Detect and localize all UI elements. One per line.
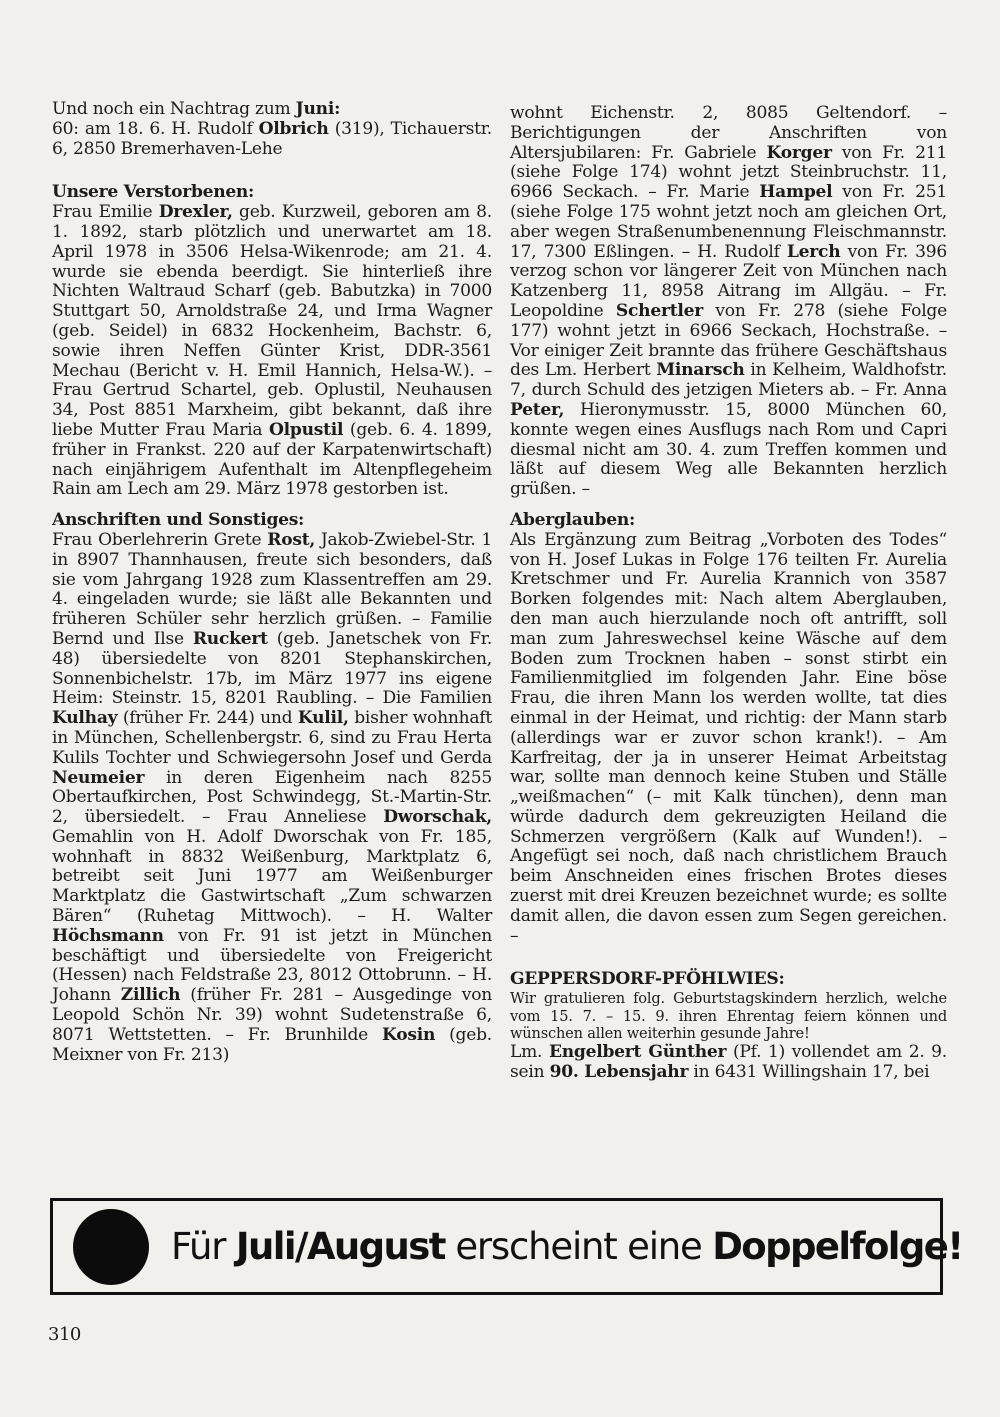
- geppersdorf-paragraph: Lm. Engelbert Günther (Pf. 1) vollendet am 2. 9. sein 90. Lebensjahr in 6431 Willingshain 17, bei: [510, 1042, 947, 1082]
- bold-month: Juni:: [295, 99, 341, 119]
- section-heading-anschriften: Anschriften und Sonstiges:: [52, 510, 305, 531]
- banner-text: Für Juli/August erscheint eine Doppelfolge!: [171, 1225, 963, 1268]
- geppersdorf-intro: Wir gratulieren folg. Geburtstagskindern herzlich, welche vom 15. 7. – 15. 9. ihren Ehrentag feiern können und wünschen allen weiterhin gesunde Jahre!: [510, 990, 947, 1043]
- bold-name: Olbrich: [258, 118, 329, 139]
- verstorbene-paragraph: Frau Emilie Drexler, geb. Kurzweil, geboren am 8. 1. 1892, starb plötzlich und unerwartet am 18. April 1978 in 3506 Helsa-Wikenrode; am 21. 4. wurde sie ebenda beerdigt. Sie hinterließ ihre Nichten Waltraud Scharf (geb. Babutzka) in 7000 Stuttgart 50, Arnoldstraße 24, und Irma Wagner (geb. Seidel) in 6832 Hockenheim, Bachstr. 6, sowie ihren Neffen Günter Krist, DDR-3561 Mechau (Bericht v. H. Emil Hannich, Helsa-W.). – Frau Gertrud Schartel, geb. Oplustil, Neuhausen 34, Post 8851 Marxheim, gibt bekannt, daß ihre liebe Mutter Frau Maria Olpustil (geb. 6. 4. 1899, früher in Frankst. 220 auf der Karpatenwirtschaft) nach einjährigem Aufenthalt im Altenpflegeheim Rain am Lech am 29. März 1978 gestorben ist.: [52, 202, 492, 500]
- section-heading-verstorbene: Unsere Verstorbenen:: [52, 182, 255, 203]
- left-column: [52, 100, 492, 1065]
- aberglauben-paragraph: Als Ergänzung zum Beitrag „Vorboten des Todes“ von H. Josef Lukas in Folge 176 teilten Fr. Aurelia Kretschmer und Fr. Aurelia Krannich von 3587 Borken folgendes mit: Nach altem Aberglauben, den man auch hierzulande noch oft antrifft, soll man zum Jahreswechsel keine Wäsche auf dem Boden zum Trocknen haben – sonst stirbt ein Familienmitglied im folgenden Jahr. Eine böse Frau, die ihren Mann los werden wollte, tat dies einmal in der Heimat, und richtig: der Mann starb (allerdings war er zuvor schon krank!). – Am Karfreitag, der ja in unserer Heimat Arbeitstag war, sollte man dennoch keine Stuben und Ställe „weißmachen“ (– mit Kalk tünchen), denn man würde dadurch dem gekreuzigten Heiland die Schmerzen vergrößern (Kalk auf Wunden!). – Angefügt sei noch, daß nach christlichem Brauch beim Anschneiden eines frischen Brotes dieses zuerst mit drei Kreuzen bezeichnet wurde; es sollte damit allen, die davon essen zum Segen gereichen. –: [510, 529, 947, 946]
- continuation-paragraph: wohnt Eichenstr. 2, 8085 Geltendorf. – Berichtigungen der Anschriften von Altersjubilaren: Fr. Gabriele Korger von Fr. 211 (siehe Folge 174) wohnt jetzt Steinbruchstr. 11, 6966 Seckach. – Fr. Marie Hampel von Fr. 251 (siehe Folge 175 wohnt jetzt noch am gleichen Ort, aber wegen Straßenumbenennung Fleischmannstr. 17, 7300 Eßlingen. – H. Rudolf Lerch von Fr. 396 verzog schon vor längerer Zeit von München nach Katzenberg 11, 8958 Aitrang im Allgäu. – Fr. Leopoldine Schertler von Fr. 278 (siehe Folge 177) wohnt jetzt in 6966 Seckach, Hochstraße. – Vor einiger Zeit brannte das frühere Geschäftshaus des Lm. Herbert Minarsch in Kelheim, Waldhofstr. 7, durch Schuld des jetzigen Mieters ab. – Fr. Anna Peter, Hieronymusstr. 15, 8000 München 60, konnte wegen eines Ausflugs nach Rom und Capri diesmal nicht am 30. 4. zum Treffen kommen und läßt auf diesem Weg alle Bekannten herzlich grüßen. –: [510, 103, 947, 500]
- announcement-banner: [50, 1198, 963, 1295]
- bullet-dot-icon: [73, 1209, 149, 1285]
- right-column: [510, 104, 947, 1083]
- section-heading-aberglauben: Aberglauben:: [510, 509, 636, 530]
- section-heading-geppersdorf: GEPPERSDORF-PFÖHLWIES:: [510, 969, 785, 990]
- anschriften-paragraph: Frau Oberlehrerin Grete Rost, Jakob-Zwiebel-Str. 1 in 8907 Thannhausen, freute sich besonders, daß sie vom Jahrgang 1928 zum Klassentreffen am 29. 4. eingeladen wurde; sie läßt alle Bekannten und früheren Schüler sehr herzlich grüßen. – Familie Bernd und Ilse Ruckert (geb. Janetschek von Fr. 48) übersiedelte von 8201 Stephanskirchen, Sonnenbichelstr. 17b, im März 1977 ins eigene Heim: Steinstr. 15, 8201 Raubling. – Die Familien Kulhay (früher Fr. 244) und Kulil, bisher wohnhaft in München, Schellenbergstr. 6, sind zu Frau Herta Kulils Tochter und Schwiegersohn Josef und Gerda Neumeier in deren Eigenheim nach 8255 Obertaufkirchen, Post Schwindegg, St.-Martin-Str. 2, übersiedelt. – Frau Anneliese Dworschak, Gemahlin von H. Adolf Dworschak von Fr. 185, wohnhaft in 8832 Weißenburg, Marktplatz 6, betreibt seit Juni 1977 am Weißenburger Marktplatz die Gastwirtschaft „Zum schwarzen Bären“ (Ruhetag Mittwoch). – H. Walter Höchsmann von Fr. 91 ist jetzt in München beschäftigt und übersiedelte von Freigericht (Hessen) nach Feldstraße 23, 8012 Ottobrunn. – H. Johann Zillich (früher Fr. 281 – Ausgedinge von Leopold Schön Nr. 39) wohnt Sudetenstraße 6, 8071 Wettstetten. – Fr. Brunhilde Kosin (geb. Meixner von Fr. 213): [52, 529, 493, 1065]
- nachtrag-paragraph: Und noch ein Nachtrag zum Juni: 60: am 18. 6. H. Rudolf Olbrich (319), Tichauerstr. 6, 2850 Bremerhaven-Lehe: [52, 99, 492, 159]
- page-number: 310: [48, 1324, 81, 1345]
